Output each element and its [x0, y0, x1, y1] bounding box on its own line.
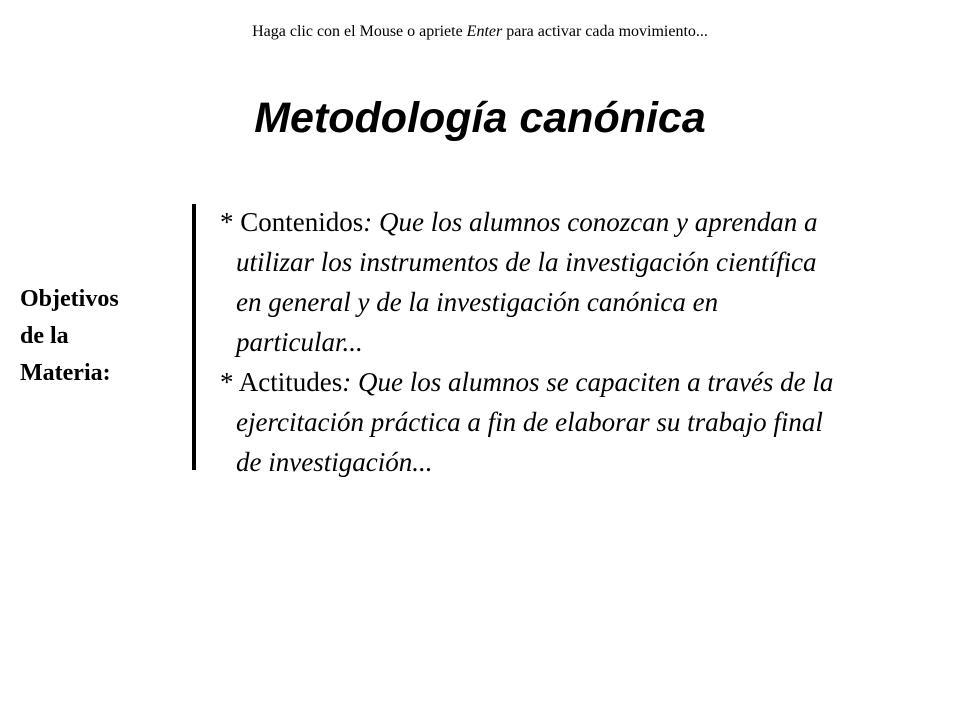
objectives-label-line: Objetivos [20, 286, 119, 312]
objective-item-heading: * Contenidos [220, 207, 364, 237]
objective-item-actitudes [220, 362, 840, 482]
objectives-list [220, 202, 840, 482]
objectives-label [20, 281, 170, 392]
slide-title: Metodología canónica [254, 94, 706, 142]
objective-item-description: : Que los alumnos conozcan y aprendan a utilizar los instrumentos de la investigación científica en general y de la investigación canónica en particular... [236, 207, 818, 357]
instruction-hint [0, 22, 960, 42]
vertical-divider [192, 204, 196, 470]
objectives-label-line: Materia: [20, 360, 111, 386]
hint-enter-key: Enter [466, 23, 503, 40]
hint-text-after: para activar cada movimiento... [502, 23, 708, 40]
objective-item-description: : Que los alumnos se capaciten a través de la ejercitación práctica a fin de elaborar su trabajo final de investigación... [236, 367, 834, 477]
objective-item-heading: * Actitudes [220, 367, 343, 397]
objective-item-contenidos [220, 202, 840, 362]
hint-text-before: Haga clic con el Mouse o apriete [252, 23, 467, 40]
objectives-label-line: de la [20, 323, 69, 349]
